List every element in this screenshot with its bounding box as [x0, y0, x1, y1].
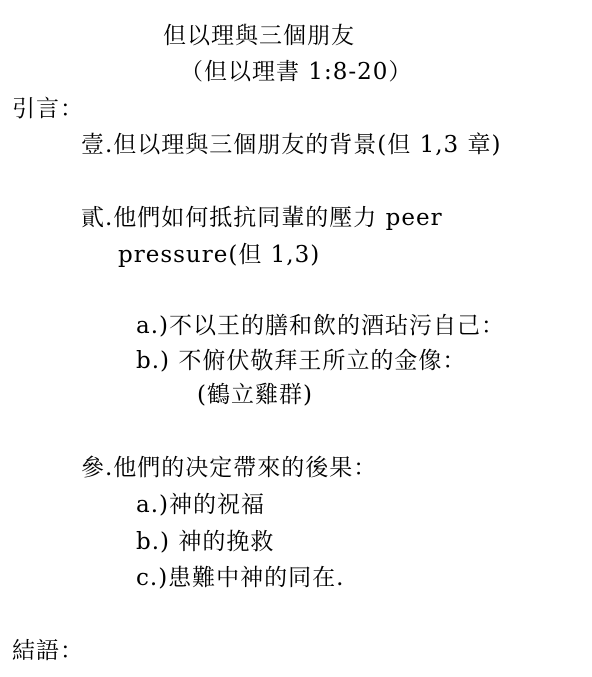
section-heading-2-continued: pressure(但 1,3): [118, 242, 321, 268]
list-item: a.)不以王的膳和飲的酒玷污自己：: [136, 313, 505, 339]
conclusion-label: 結語：: [12, 638, 84, 664]
page-title: 但以理與三個朋友: [163, 23, 355, 49]
section-heading-1: 壹.但以理與三個朋友的背景(但 1,3 章): [81, 132, 502, 158]
list-item: a.)神的祝福: [136, 492, 265, 518]
scripture-reference: （但以理書 1:8-20）: [180, 59, 413, 85]
intro-label: 引言：: [12, 96, 84, 122]
list-item-note: (鶴立雞群): [197, 382, 313, 408]
section-heading-2: 貳.他們如何抵抗同輩的壓力 peer: [81, 205, 443, 231]
list-item: c.)患難中神的同在.: [136, 565, 345, 591]
list-item: b.) 不俯伏敬拜王所立的金像：: [136, 348, 467, 374]
section-heading-3: 參.他們的决定帶來的後果：: [81, 455, 378, 481]
list-item: b.) 神的挽救: [136, 529, 275, 555]
